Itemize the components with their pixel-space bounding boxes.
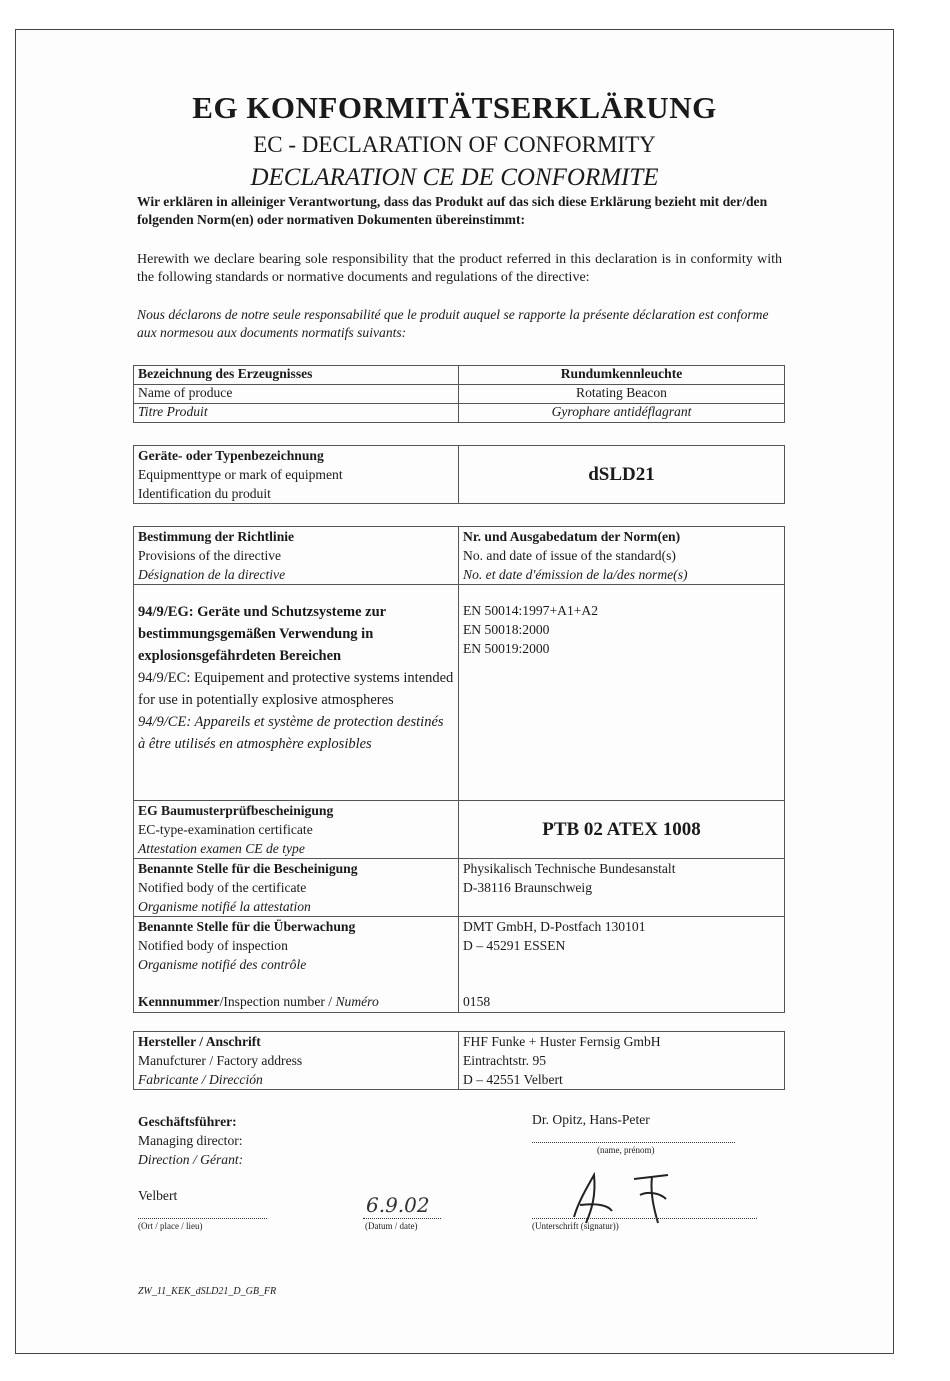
standard-item: EN 50019:2000 — [463, 641, 550, 656]
manufacturer-label-en: Manufcturer / Factory address — [138, 1053, 303, 1068]
nb-cert-label-en: Notified body of the certificate — [138, 880, 307, 895]
nb-cert-label-fr: Organisme notifié la attestation — [138, 899, 311, 914]
director-label-en: Managing director: — [138, 1133, 243, 1148]
directive-text — [134, 585, 459, 801]
standards-header-fr: No. et date d'émission de la/des norme(s) — [463, 567, 688, 582]
ident-label-de: Kennnummer — [138, 994, 220, 1009]
managing-director-label — [138, 1112, 243, 1169]
nb-insp-label-fr: Organisme notifié des contrôle — [138, 957, 307, 972]
director-label-fr: Direction / Gérant: — [138, 1152, 244, 1167]
standards-list — [459, 585, 785, 801]
notified-body-certificate-label — [134, 859, 459, 917]
directive-text-de: 94/9/EG: Geräte und Schutzsysteme zur bestimmungsgemäßen Verwendung in explosionsgefährdeten Bereichen — [138, 604, 386, 664]
ident-label-fr: Numéro — [335, 994, 379, 1009]
date-caption: (Datum / date) — [365, 1221, 418, 1231]
standard-item: EN 50014:1997+A1+A2 — [463, 603, 599, 618]
product-value-fr: Gyrophare antidéflagrant — [459, 404, 785, 423]
product-label-de: Bezeichnung des Erzeugnisses — [134, 366, 459, 385]
certificate-label — [134, 801, 459, 859]
certificate-label-de: EG Baumusterprüfbescheinigung — [138, 803, 334, 818]
manufacturer-table — [133, 1031, 785, 1090]
title-fr: DECLARATION CE DE CONFORMITE — [250, 164, 659, 191]
manufacturer-label-fr: Fabricante / Dirección — [138, 1072, 263, 1087]
nb-cert-value-line: D-38116 Braunschweig — [463, 880, 592, 895]
nb-insp-label-en: Notified body of inspection — [138, 938, 288, 953]
title-en: EC - DECLARATION OF CONFORMITY — [253, 132, 656, 157]
name-caption: (name, prénom) — [597, 1145, 655, 1155]
notified-body-certificate-value — [459, 859, 785, 917]
manufacturer-address — [459, 1032, 785, 1090]
standards-header-en: No. and date of issue of the standard(s) — [463, 548, 676, 563]
directive-header-en: Provisions of the directive — [138, 548, 282, 563]
identification-number-value: 0158 — [463, 994, 491, 1009]
nb-insp-value-line: D – 45291 ESSEN — [463, 938, 566, 953]
manufacturer-label — [134, 1032, 459, 1090]
signature-caption: (Unterschrift (signatur)) — [532, 1221, 619, 1231]
intro-text-en: Herewith we declare bearing sole responsibility that the product referred in this declaration is in conformity with the following standards or normative documents and regulations of the directive: — [137, 252, 782, 285]
standard-item: EN 50018:2000 — [463, 622, 550, 637]
equipment-label-en: Equipmenttype or mark of equipment — [138, 467, 343, 482]
nb-insp-value-line: DMT GmbH, D-Postfach 130101 — [463, 919, 646, 934]
date-handwritten: 6.9.02 — [366, 1193, 430, 1217]
manufacturer-label-de: Hersteller / Anschrift — [138, 1034, 261, 1049]
standards-header-de: Nr. und Ausgabedatum der Norm(en) — [463, 529, 681, 544]
manufacturer-address-line: D – 42551 Velbert — [463, 1072, 563, 1087]
notified-body-inspection-value — [459, 917, 785, 1013]
product-label-en: Name of produce — [134, 385, 459, 404]
document-page — [15, 29, 894, 1354]
manufacturer-address-line: FHF Funke + Huster Fernsig GmbH — [463, 1034, 661, 1049]
place-dotted-line — [138, 1218, 267, 1219]
intro-text-de: Wir erklären in alleiniger Verantwortung, dass das Produkt auf das sich diese Erklärung bezieht mit der/den folgenden Norm(en) oder normativen Dokumenten übereinstimmt: — [137, 194, 768, 227]
directive-header-left — [134, 527, 459, 585]
product-table — [133, 365, 785, 423]
standards-header — [459, 527, 785, 585]
equipment-table — [133, 445, 785, 504]
product-value-en: Rotating Beacon — [459, 385, 785, 404]
certificate-label-en: EC-type-examination certificate — [138, 822, 313, 837]
intro-text-fr: Nous déclarons de notre seule responsabilité que le produit auquel se rapporte la présente déclaration est conforme aux normesou aux documents normatifs suivants: — [137, 307, 769, 340]
title-de: EG KONFORMITÄTSERKLÄRUNG — [192, 90, 717, 125]
certificate-label-fr: Attestation examen CE de type — [138, 841, 305, 856]
document-reference: ZW_11_KEK_dSLD21_D_GB_FR — [138, 1286, 277, 1297]
directive-text-en: 94/9/EC: Equipement and protective systems intended for use in potentially explosive atmospheres — [138, 670, 454, 708]
directive-table — [133, 526, 785, 1013]
name-dotted-line — [532, 1142, 735, 1143]
notified-body-inspection-label — [134, 917, 459, 1013]
product-value-de: Rundumkennleuchte — [459, 366, 785, 385]
nb-cert-label-de: Benannte Stelle für die Bescheinigung — [138, 861, 358, 876]
product-label-fr: Titre Produit — [134, 404, 459, 423]
certificate-number: PTB 02 ATEX 1008 — [459, 801, 785, 859]
identification-number-label — [138, 992, 454, 1011]
director-label-de: Geschäftsführer: — [138, 1114, 237, 1129]
directive-text-fr: 94/9/CE: Appareils et système de protection destinés à être utilisés en atmosphère explosibles — [138, 714, 444, 752]
nb-insp-label-de: Benannte Stelle für die Überwachung — [138, 919, 356, 934]
equipment-labels — [134, 446, 459, 504]
ident-label-en: /Inspection number / — [219, 994, 336, 1009]
manufacturer-address-line: Eintrachtstr. 95 — [463, 1053, 547, 1068]
directive-header-de: Bestimmung der Richtlinie — [138, 529, 295, 544]
equipment-label-de: Geräte- oder Typenbezeichnung — [138, 448, 324, 463]
place-value: Velbert — [138, 1188, 178, 1203]
director-name: Dr. Opitz, Hans-Peter — [532, 1112, 650, 1127]
signature-dotted-line — [532, 1218, 757, 1219]
place-caption: (Ort / place / lieu) — [138, 1221, 203, 1231]
equipment-label-fr: Identification du produit — [138, 486, 271, 501]
date-dotted-line — [363, 1218, 441, 1219]
nb-cert-value-line: Physikalisch Technische Bundesanstalt — [463, 861, 676, 876]
equipment-type-value: dSLD21 — [459, 446, 785, 504]
directive-header-fr: Désignation de la directive — [138, 567, 286, 582]
